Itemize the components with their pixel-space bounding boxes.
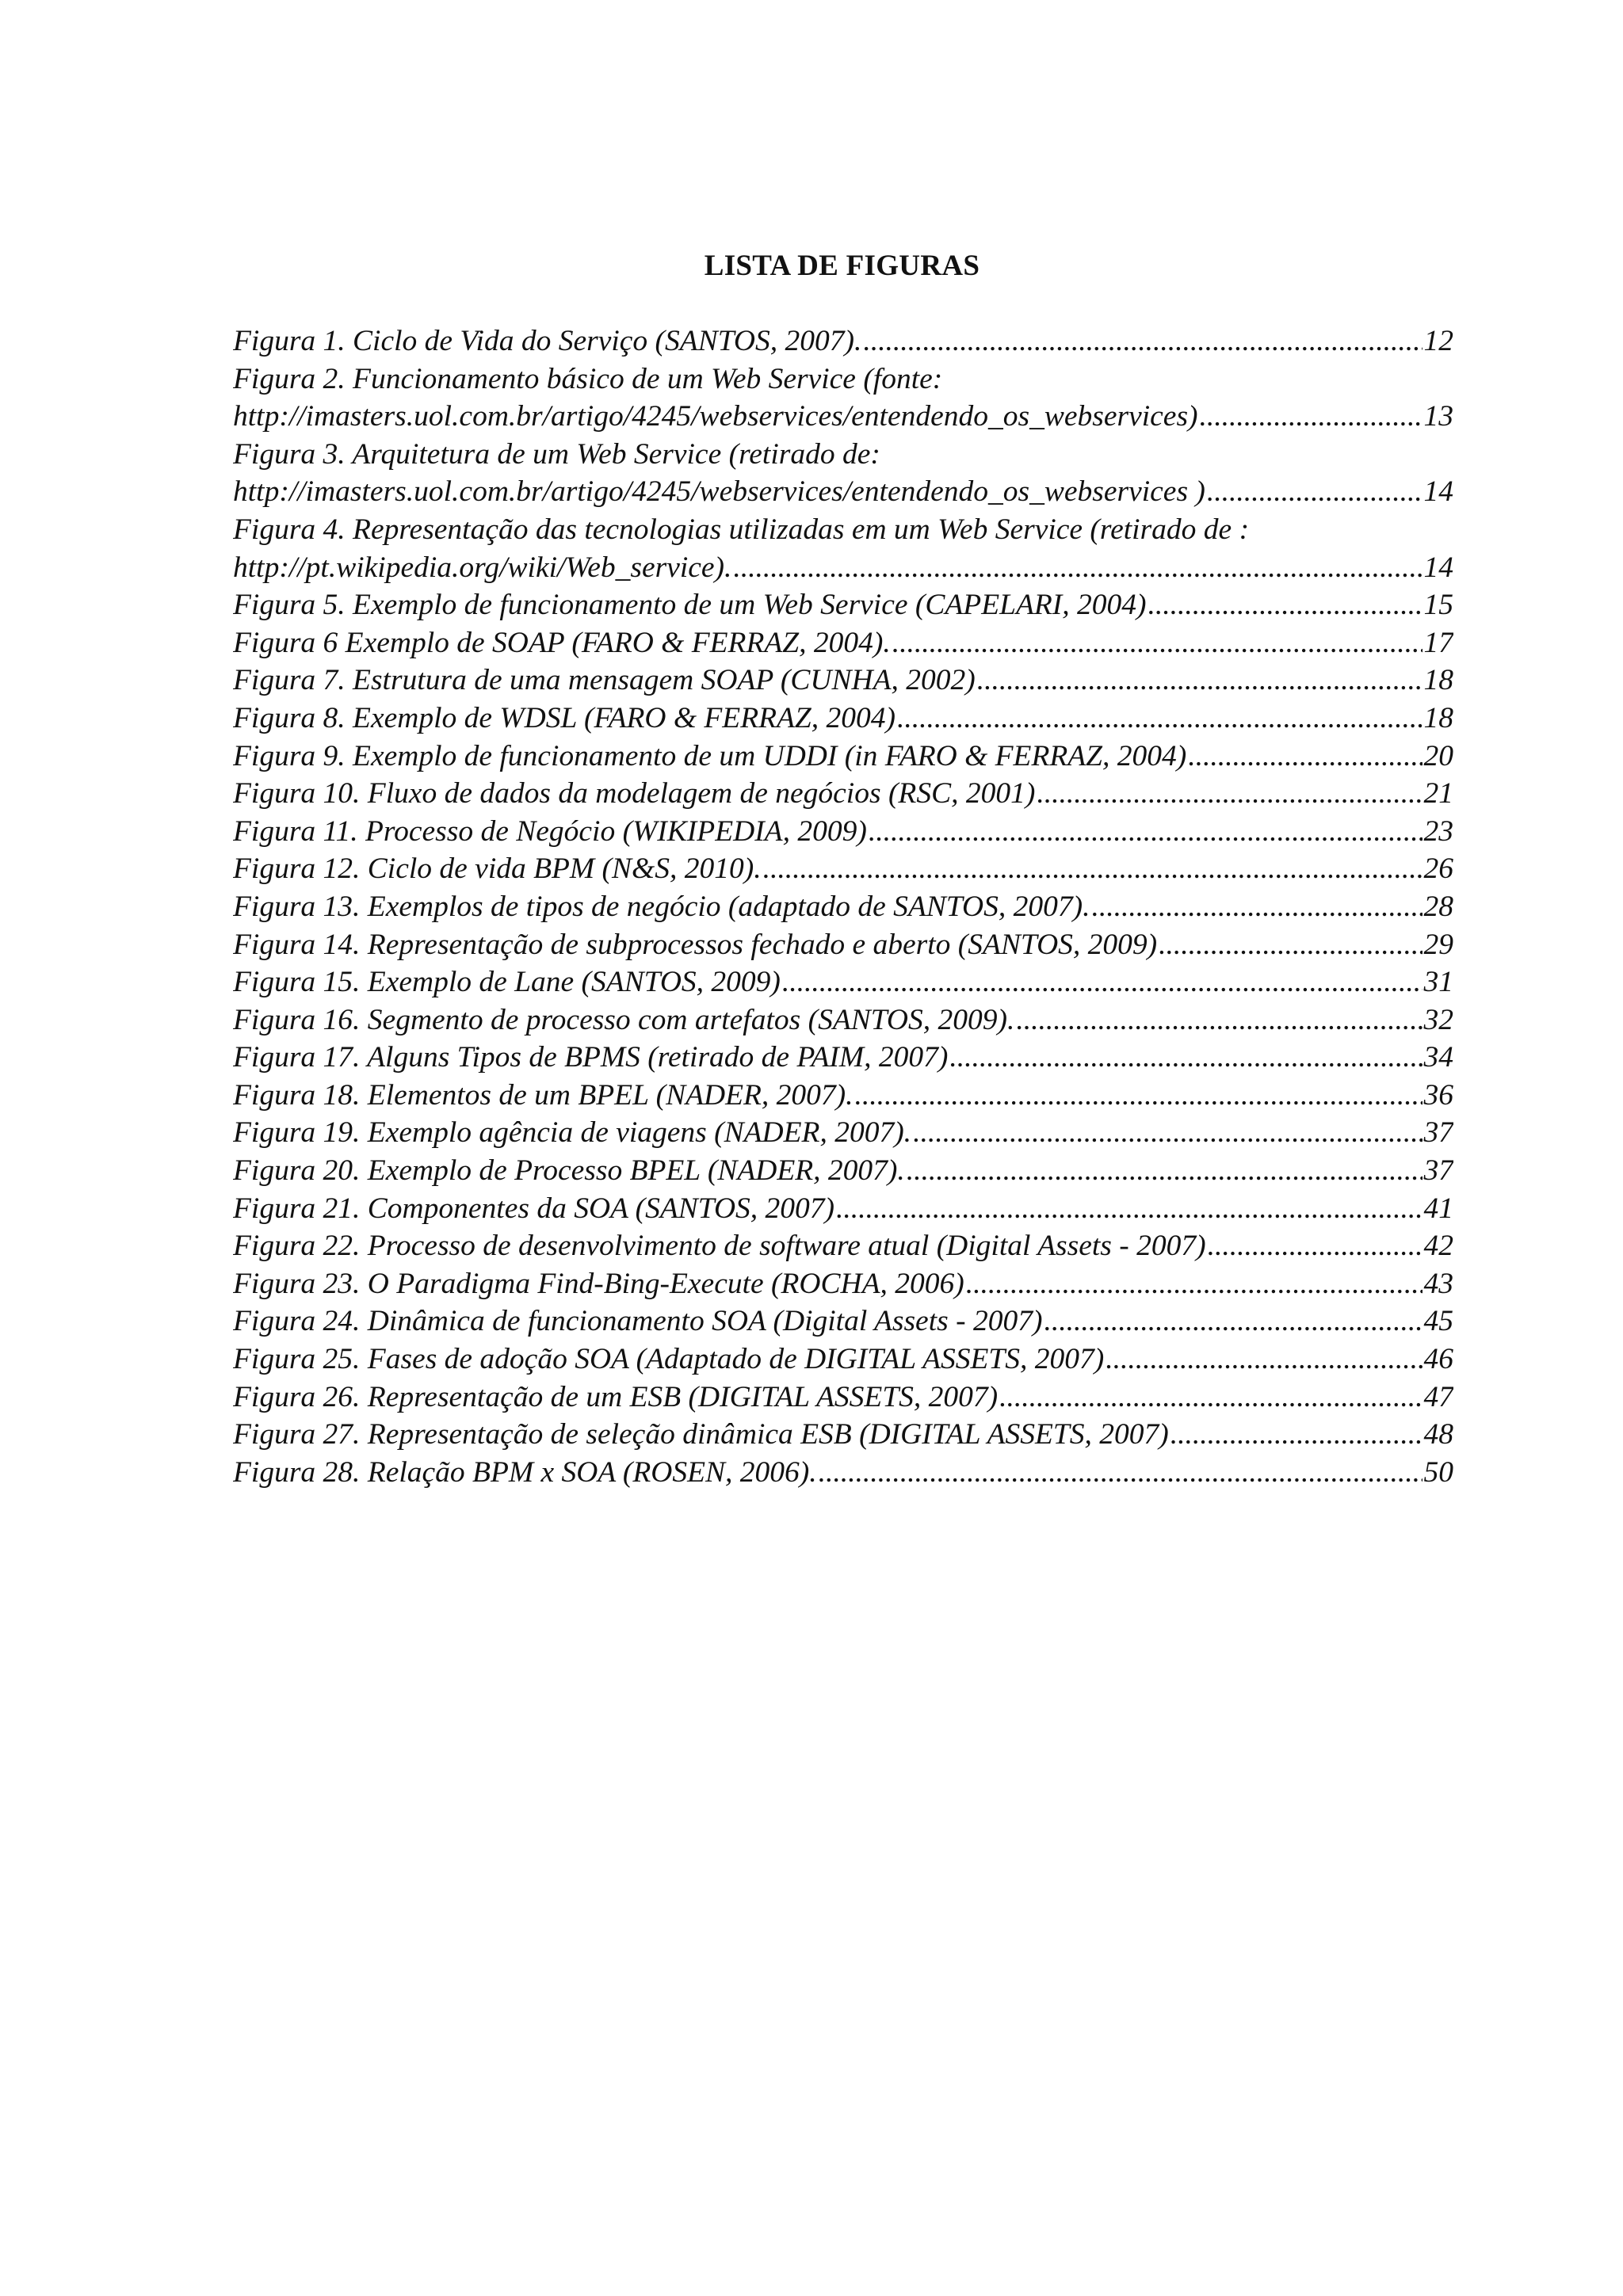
figure-entry-line-last — [233, 1152, 1453, 1190]
figure-entry[interactable] — [233, 926, 1453, 964]
dot-leader — [869, 813, 1423, 851]
figure-caption-text: Figura 20. Exemplo de Processo BPEL (NADER, 2007). — [233, 1154, 905, 1188]
figure-entry-line-last — [233, 1077, 1453, 1115]
page-number: 26 — [1423, 852, 1453, 886]
figure-entry[interactable] — [233, 1454, 1453, 1492]
figure-entry[interactable] — [233, 1302, 1453, 1341]
figure-caption-text: Figura 26. Representação de um ESB (DIGITAL ASSETS, 2007) — [233, 1380, 999, 1413]
page-number: 20 — [1423, 739, 1453, 772]
dot-leader — [1200, 398, 1423, 436]
figure-entry[interactable] — [233, 963, 1453, 1001]
figure-entry-line-last — [233, 473, 1453, 511]
figure-entry-line-last — [233, 738, 1453, 776]
figure-entry-line-last — [233, 1302, 1453, 1341]
figure-caption-text: http://imasters.uol.com.br/artigo/4245/webservices/entendendo_os_webservices ) — [233, 475, 1205, 509]
figure-entry-line-last — [233, 322, 1453, 360]
figure-caption-text: Figura 27. Representação de seleção dinâmica ESB (DIGITAL ASSETS, 2007) — [233, 1418, 1169, 1451]
figure-entry[interactable] — [233, 1039, 1453, 1077]
figure-entry-line-last — [233, 963, 1453, 1001]
page-number: 31 — [1423, 966, 1453, 999]
figure-list — [233, 322, 1453, 1491]
figure-entry-line-last — [233, 586, 1453, 624]
figure-caption-text: Figura 17. Alguns Tipos de BPMS (retirado de PAIM, 2007) — [233, 1041, 949, 1074]
figure-entry-line — [233, 511, 1453, 549]
page-number: 34 — [1423, 1041, 1453, 1074]
figure-caption-text: Figura 12. Ciclo de vida BPM (N&S, 2010). — [233, 852, 762, 886]
figure-entry-line-last — [233, 813, 1453, 851]
figure-caption-text: Figura 4. Representação das tecnologias utilizadas em um Web Service (retirado de : — [233, 513, 1250, 546]
dot-leader — [855, 1077, 1423, 1115]
figure-entry[interactable] — [233, 1001, 1453, 1039]
figure-caption-text: Figura 1. Ciclo de Vida do Serviço (SANTOS, 2007). — [233, 325, 862, 357]
figure-entry-line-last — [233, 1001, 1453, 1039]
figure-entry[interactable] — [233, 1265, 1453, 1303]
dot-leader — [949, 1039, 1422, 1077]
page-number: 45 — [1423, 1305, 1453, 1338]
figure-entry[interactable] — [233, 738, 1453, 776]
page-number: 37 — [1423, 1154, 1453, 1188]
dot-leader — [863, 322, 1422, 360]
page-number: 18 — [1423, 664, 1453, 697]
page-number: 50 — [1423, 1455, 1453, 1489]
figure-entry[interactable] — [233, 1416, 1453, 1454]
figure-entry-line-last — [233, 549, 1453, 587]
page-number: 43 — [1423, 1267, 1453, 1300]
figure-caption-text: Figura 14. Representação de subprocessos fechado e aberto (SANTOS, 2009) — [233, 928, 1158, 961]
dot-leader — [1208, 1227, 1423, 1265]
figure-entry[interactable] — [233, 1190, 1453, 1228]
figure-caption-text: Figura 8. Exemplo de WDSL (FARO & FERRAZ, 2004) — [233, 701, 896, 734]
figure-entry-line — [233, 360, 1453, 399]
dot-leader — [836, 1190, 1422, 1228]
figure-entry[interactable] — [233, 322, 1453, 360]
page-number: 29 — [1423, 928, 1453, 961]
page-number: 32 — [1423, 1003, 1453, 1036]
page-number: 17 — [1423, 626, 1453, 659]
figure-caption-text: Figura 15. Exemplo de Lane (SANTOS, 2009) — [233, 966, 781, 999]
page-number: 14 — [1423, 551, 1453, 584]
figure-entry[interactable] — [233, 511, 1453, 586]
page-number: 47 — [1423, 1380, 1453, 1413]
figure-entry[interactable] — [233, 360, 1453, 436]
page-number: 48 — [1423, 1418, 1453, 1451]
dot-leader — [892, 624, 1423, 662]
page-number: 13 — [1423, 400, 1453, 433]
figure-entry[interactable] — [233, 1341, 1453, 1379]
dot-leader — [977, 662, 1423, 700]
figure-entry-line-last — [233, 662, 1453, 700]
figure-entry-line-last — [233, 1190, 1453, 1228]
page-number: 15 — [1423, 589, 1453, 622]
page-number: 41 — [1423, 1192, 1453, 1225]
figure-entry-line-last — [233, 1454, 1453, 1492]
dot-leader — [1170, 1416, 1423, 1454]
figure-entry-line-last — [233, 888, 1453, 926]
figure-caption-text: http://pt.wikipedia.org/wiki/Web_service). — [233, 551, 732, 584]
dot-leader — [1106, 1341, 1422, 1379]
figure-caption-text: Figura 28. Relação BPM x SOA (ROSEN, 2006). — [233, 1455, 817, 1489]
figure-caption-text: Figura 5. Exemplo de funcionamento de um Web Service (CAPELARI, 2004) — [233, 589, 1147, 622]
figure-entry-line-last — [233, 1341, 1453, 1379]
figure-entry[interactable] — [233, 700, 1453, 738]
dot-leader — [1207, 473, 1423, 511]
figure-entry[interactable] — [233, 775, 1453, 813]
figure-caption-text: Figura 19. Exemplo agência de viagens (NADER, 2007). — [233, 1116, 912, 1150]
page-number: 46 — [1423, 1343, 1453, 1376]
page-number: 21 — [1423, 777, 1453, 810]
page-number: 18 — [1423, 701, 1453, 734]
figure-entry-line-last — [233, 1265, 1453, 1303]
figure-entry-line — [233, 436, 1453, 474]
figure-entry-line-last — [233, 926, 1453, 964]
figure-entry[interactable] — [233, 624, 1453, 662]
figure-caption-text: Figura 25. Fases de adoção SOA (Adaptado de DIGITAL ASSETS, 2007) — [233, 1343, 1105, 1376]
figure-entry-line-last — [233, 398, 1453, 436]
dot-leader — [763, 850, 1423, 888]
page-number: 23 — [1423, 814, 1453, 848]
figure-entry-line-last — [233, 1039, 1453, 1077]
figure-entry-line-last — [233, 775, 1453, 813]
dot-leader — [1016, 1001, 1422, 1039]
figure-caption-text: Figura 10. Fluxo de dados da modelagem de negócios (RSC, 2001) — [233, 777, 1036, 810]
figure-entry[interactable] — [233, 1227, 1453, 1265]
figure-caption-text: Figura 9. Exemplo de funcionamento de um UDDI (in FARO & FERRAZ, 2004) — [233, 739, 1187, 772]
dot-leader — [897, 700, 1422, 738]
figure-caption-text: Figura 18. Elementos de um BPEL (NADER, 2007). — [233, 1078, 854, 1112]
figure-entry[interactable] — [233, 1152, 1453, 1190]
figure-entry-line-last — [233, 1227, 1453, 1265]
figure-caption-text: http://imasters.uol.com.br/artigo/4245/webservices/entendendo_os_webservices) — [233, 400, 1198, 433]
dot-leader — [1148, 586, 1423, 624]
figure-entry-line-last — [233, 1114, 1453, 1152]
figure-entry-line-last — [233, 1379, 1453, 1417]
page-number: 37 — [1423, 1116, 1453, 1150]
figure-caption-text: Figura 22. Processo de desenvolvimento de software atual (Digital Assets - 2007) — [233, 1230, 1206, 1263]
dot-leader — [913, 1114, 1422, 1152]
page-number: 42 — [1423, 1230, 1453, 1263]
figure-entry[interactable] — [233, 586, 1453, 624]
figure-entry[interactable] — [233, 1379, 1453, 1417]
dot-leader — [1188, 738, 1422, 776]
figure-entry[interactable] — [233, 888, 1453, 926]
page-number: 14 — [1423, 475, 1453, 509]
dot-leader — [1091, 888, 1422, 926]
dot-leader — [1044, 1302, 1422, 1341]
figure-entry-line-last — [233, 624, 1453, 662]
figure-caption-text: Figura 11. Processo de Negócio (WIKIPEDIA, 2009) — [233, 814, 867, 848]
dot-leader — [1037, 775, 1422, 813]
figure-caption-text: Figura 24. Dinâmica de funcionamento SOA (Digital Assets - 2007) — [233, 1305, 1043, 1338]
figure-caption-text: Figura 23. O Paradigma Find-Bing-Execute (ROCHA, 2006) — [233, 1267, 964, 1300]
figure-caption-text: Figura 21. Componentes da SOA (SANTOS, 2007) — [233, 1192, 835, 1225]
dot-leader — [966, 1265, 1423, 1303]
dot-leader — [999, 1379, 1422, 1417]
dot-leader — [1159, 926, 1422, 964]
figure-caption-text: Figura 16. Segmento de processo com artefatos (SANTOS, 2009). — [233, 1003, 1015, 1036]
page-title: LISTA DE FIGURAS — [704, 250, 980, 282]
figure-entry[interactable] — [233, 850, 1453, 888]
figure-caption-text: Figura 2. Funcionamento básico de um Web Service (fonte: — [233, 362, 943, 395]
figure-entry-line-last — [233, 1416, 1453, 1454]
figure-entry-line-last — [233, 850, 1453, 888]
figure-caption-text: Figura 3. Arquitetura de um Web Service (retirado de: — [233, 437, 880, 471]
figure-entry[interactable] — [233, 662, 1453, 700]
figure-caption-text: Figura 13. Exemplos de tipos de negócio (adaptado de SANTOS, 2007). — [233, 890, 1090, 923]
figure-caption-text: Figura 7. Estrutura de uma mensagem SOAP (CUNHA, 2002) — [233, 664, 976, 697]
dot-leader — [782, 963, 1423, 1001]
page-number: 36 — [1423, 1078, 1453, 1112]
dot-leader — [733, 549, 1422, 587]
dot-leader — [907, 1152, 1423, 1190]
figure-entry[interactable] — [233, 1077, 1453, 1115]
page-number: 28 — [1423, 890, 1453, 923]
figure-entry[interactable] — [233, 1114, 1453, 1152]
page-number: 12 — [1423, 325, 1453, 357]
dot-leader — [819, 1454, 1423, 1492]
figure-entry-line-last — [233, 700, 1453, 738]
figure-entry[interactable] — [233, 813, 1453, 851]
figure-entry[interactable] — [233, 436, 1453, 511]
figure-caption-text: Figura 6 Exemplo de SOAP (FARO & FERRAZ, 2004). — [233, 626, 891, 659]
